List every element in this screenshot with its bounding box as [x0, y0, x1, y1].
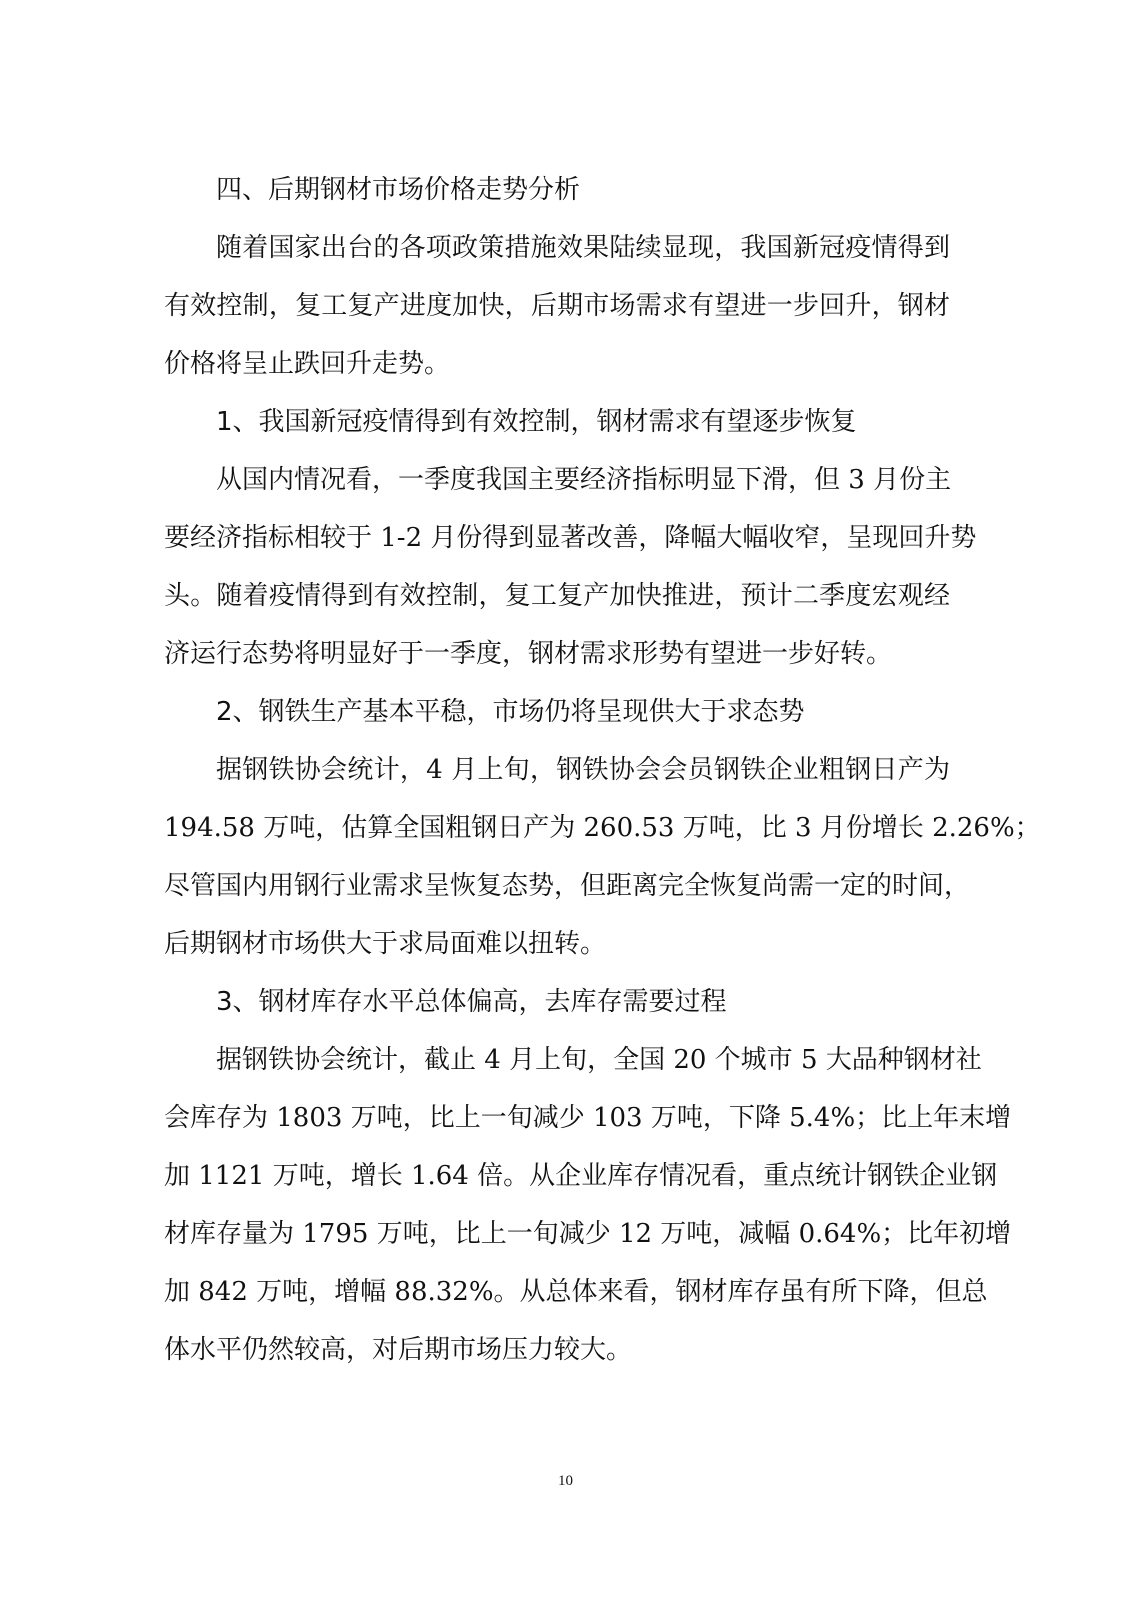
paragraph-line: 价格将呈止跌回升走势。 — [164, 349, 451, 379]
paragraph-line: 有效控制，复工复产进度加快，后期市场需求有望进一步回升，钢材 — [164, 291, 950, 321]
paragraph-line: 尽管国内用钢行业需求呈恢复态势，但距离完全恢复尚需一定的时间， — [164, 871, 971, 901]
subsection-heading-3: 3、钢材库存水平总体偏高，去库存需要过程 — [216, 987, 727, 1017]
paragraph-line: 济运行态势将明显好于一季度，钢材需求形势有望进一步好转。 — [164, 639, 893, 669]
paragraph-line: 据钢铁协会统计，4 月上旬，钢铁协会会员钢铁企业粗钢日产为 — [216, 755, 950, 785]
paragraph-line: 要经济指标相较于 1-2 月份得到显著改善，降幅大幅收窄，呈现回升势 — [164, 523, 977, 553]
paragraph-line: 材库存量为 1795 万吨，比上一旬减少 12 万吨，减幅 0.64%；比年初增 — [164, 1219, 1012, 1249]
page-number: 10 — [558, 1473, 573, 1489]
subsection-heading-1: 1、我国新冠疫情得到有效控制，钢材需求有望逐步恢复 — [216, 407, 857, 437]
paragraph-line: 194.58 万吨，估算全国粗钢日产为 260.53 万吨，比 3 月份增长 2.26%； — [164, 813, 1041, 843]
paragraph-line: 后期钢材市场供大于求局面难以扭转。 — [164, 929, 607, 959]
paragraph-line: 会库存为 1803 万吨，比上一旬减少 103 万吨，下降 5.4%；比上年末增 — [164, 1103, 1012, 1133]
paragraph-line: 头。随着疫情得到有效控制，复工复产加快推进，预计二季度宏观经 — [164, 581, 950, 611]
paragraph-line: 体水平仍然较高，对后期市场压力较大。 — [164, 1335, 633, 1365]
section-heading-4: 四、后期钢材市场价格走势分析 — [216, 175, 581, 205]
paragraph-line: 据钢铁协会统计，截止 4 月上旬，全国 20 个城市 5 大品种钢材社 — [216, 1045, 982, 1075]
paragraph-line: 加 1121 万吨，增长 1.64 倍。从企业库存情况看，重点统计钢铁企业钢 — [164, 1161, 998, 1191]
paragraph-line: 随着国家出台的各项政策措施效果陆续显现，我国新冠疫情得到 — [216, 233, 950, 263]
paragraph-line: 从国内情况看，一季度我国主要经济指标明显下滑，但 3 月份主 — [216, 465, 952, 495]
paragraph-line: 加 842 万吨，增幅 88.32%。从总体来看，钢材库存虽有所下降，但总 — [164, 1277, 988, 1307]
subsection-heading-2: 2、钢铁生产基本平稳，市场仍将呈现供大于求态势 — [216, 697, 805, 727]
